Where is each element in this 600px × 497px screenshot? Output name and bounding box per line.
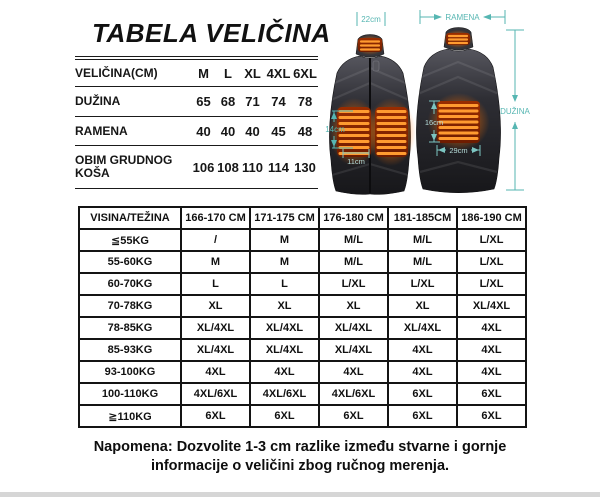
size-table	[75, 59, 318, 189]
collar-width-label: 22cm	[361, 15, 381, 24]
size-table-cell: 78	[292, 87, 318, 117]
page-bottom-edge	[0, 492, 600, 497]
fit-table-cell: XL/4XL	[457, 295, 526, 317]
table-row	[79, 383, 526, 405]
fit-table-cell: M	[250, 251, 319, 273]
fit-table-cell: L	[250, 273, 319, 295]
size-table-header-cell: XL	[240, 60, 265, 87]
size-table-wrap	[75, 56, 318, 189]
fit-table-row-label: 78-85KG	[79, 317, 181, 339]
front-right-heat-panel	[375, 107, 408, 157]
size-table-cell: 74	[265, 87, 292, 117]
size-table-header-row	[75, 60, 318, 87]
size-table-cell: 40	[240, 117, 265, 146]
fit-table-cell: XL	[319, 295, 388, 317]
length-label: DUŽINA	[500, 107, 530, 116]
measurement-note	[0, 438, 600, 476]
fit-table-cell: M	[250, 229, 319, 251]
table-row	[75, 146, 318, 189]
fit-table-row-label: 60-70KG	[79, 273, 181, 295]
size-table-cell: 45	[265, 117, 292, 146]
fit-table-cell: 4XL	[388, 339, 457, 361]
fit-table-cell: L/XL	[457, 251, 526, 273]
fit-table-cell: XL/4XL	[181, 317, 250, 339]
vest-front	[329, 35, 416, 195]
fit-table-cell: L	[181, 273, 250, 295]
fit-table-cell: 4XL	[388, 361, 457, 383]
fit-table-cell: 6XL	[181, 405, 250, 427]
table-row	[79, 229, 526, 251]
fit-table-header-cell: 181-185CM	[388, 207, 457, 229]
fit-table-header-cell: 171-175 CM	[250, 207, 319, 229]
back-panel-width-label: 29cm	[449, 146, 468, 155]
size-table-cell: 110	[240, 146, 265, 189]
fit-table-cell: 6XL	[457, 383, 526, 405]
fit-table-cell: /	[181, 229, 250, 251]
fit-table-cell: 6XL	[388, 383, 457, 405]
size-table-cell: 106	[191, 146, 216, 189]
fit-table-cell: 4XL/6XL	[250, 383, 319, 405]
size-table-cell: 71	[240, 87, 265, 117]
size-table-cell: 108	[216, 146, 240, 189]
table-row	[79, 317, 526, 339]
fit-table-cell: 4XL/6XL	[319, 383, 388, 405]
fit-table-cell: XL/4XL	[319, 339, 388, 361]
size-table-header-cell: L	[216, 60, 240, 87]
fit-table-cell: M/L	[319, 251, 388, 273]
note-line-2: informacije o veličini zbog ručnog merenja.	[150, 458, 450, 474]
fit-table-row-label: 100-110KG	[79, 383, 181, 405]
fit-table-row-label: 55-60KG	[79, 251, 181, 273]
fit-table-header-cell: VISINA/TEŽINA	[79, 207, 181, 229]
fit-table-cell: 6XL	[250, 405, 319, 427]
back-panel-height-label: 16cm	[424, 118, 444, 127]
table-row	[79, 273, 526, 295]
fit-table-cell: XL/4XL	[388, 317, 457, 339]
fit-table-cell: 6XL	[388, 405, 457, 427]
size-table-header-cell: 4XL	[265, 60, 292, 87]
fit-table-header-row	[79, 207, 526, 229]
vest-controller-button	[373, 61, 379, 71]
fit-table-cell: 4XL	[457, 339, 526, 361]
size-table-row-label: OBIM GRUDNOG KOŠA	[75, 146, 191, 189]
table-row	[79, 361, 526, 383]
fit-table-wrap	[78, 206, 527, 428]
vest-diagram	[322, 0, 600, 200]
size-table-row-label: DUŽINA	[75, 87, 191, 117]
fit-table-cell: 4XL	[457, 361, 526, 383]
fit-table-row-label: 85-93KG	[79, 339, 181, 361]
table-row	[79, 295, 526, 317]
table-row	[75, 117, 318, 146]
front-panel-width-label: 11cm	[347, 157, 365, 166]
shoulders-label: RAMENA	[445, 13, 480, 22]
fit-table-row-label: ≧110KG	[79, 405, 181, 427]
fit-table-header-cell: 176-180 CM	[319, 207, 388, 229]
fit-table-cell: L/XL	[319, 273, 388, 295]
table-row	[79, 251, 526, 273]
note-line-1: Napomena: Dozvolite 1-3 cm razlike između stvarne i gornje	[93, 439, 507, 455]
fit-table-cell: 4XL/6XL	[181, 383, 250, 405]
size-table-header-cell: M	[191, 60, 216, 87]
fit-table-cell: XL/4XL	[250, 317, 319, 339]
back-collar-heat-stripes	[449, 36, 467, 43]
fit-table-cell: M/L	[388, 251, 457, 273]
fit-table-cell: 4XL	[250, 361, 319, 383]
fit-table-row-label: 70-78KG	[79, 295, 181, 317]
fit-table-header-cell: 186-190 CM	[457, 207, 526, 229]
fit-table-row-label: ≦55KG	[79, 229, 181, 251]
fit-table-cell: M	[181, 251, 250, 273]
table-row	[79, 405, 526, 427]
fit-table-cell: XL/4XL	[319, 317, 388, 339]
fit-table-cell: M/L	[319, 229, 388, 251]
back-heat-stripes	[440, 106, 477, 139]
size-table-cell: 114	[265, 146, 292, 189]
size-table-cell: 65	[191, 87, 216, 117]
fit-table-row-label: 93-100KG	[79, 361, 181, 383]
fit-table-cell: XL	[181, 295, 250, 317]
fit-table-cell: L/XL	[457, 273, 526, 295]
size-table-row-label: RAMENA	[75, 117, 191, 146]
fit-table-cell: M/L	[388, 229, 457, 251]
fit-table-cell: 6XL	[457, 405, 526, 427]
table-row	[75, 87, 318, 117]
size-table-header-cell: VELIČINA(CM)	[75, 60, 191, 87]
fit-table-cell: 4XL	[181, 361, 250, 383]
vest-back	[416, 28, 500, 193]
page-title: TABELA VELIČINA	[92, 18, 331, 48]
fit-table-header-cell: 166-170 CM	[181, 207, 250, 229]
size-table-cell: 40	[216, 117, 240, 146]
fit-table-cell: L/XL	[388, 273, 457, 295]
fit-table-cell: 4XL	[319, 361, 388, 383]
size-table-cell: 68	[216, 87, 240, 117]
fit-table-cell: 6XL	[319, 405, 388, 427]
fit-table-cell: XL	[388, 295, 457, 317]
fit-table-cell: 4XL	[457, 317, 526, 339]
table-row	[79, 339, 526, 361]
fit-table-cell: XL/4XL	[181, 339, 250, 361]
size-table-cell: 130	[292, 146, 318, 189]
fit-table-cell: XL	[250, 295, 319, 317]
size-table-cell: 40	[191, 117, 216, 146]
front-panel-height-label: 14cm	[325, 125, 345, 134]
fit-table-cell: L/XL	[457, 229, 526, 251]
fit-table-cell: XL/4XL	[250, 339, 319, 361]
size-table-header-cell: 6XL	[292, 60, 318, 87]
fit-table	[78, 206, 527, 428]
size-table-cell: 48	[292, 117, 318, 146]
